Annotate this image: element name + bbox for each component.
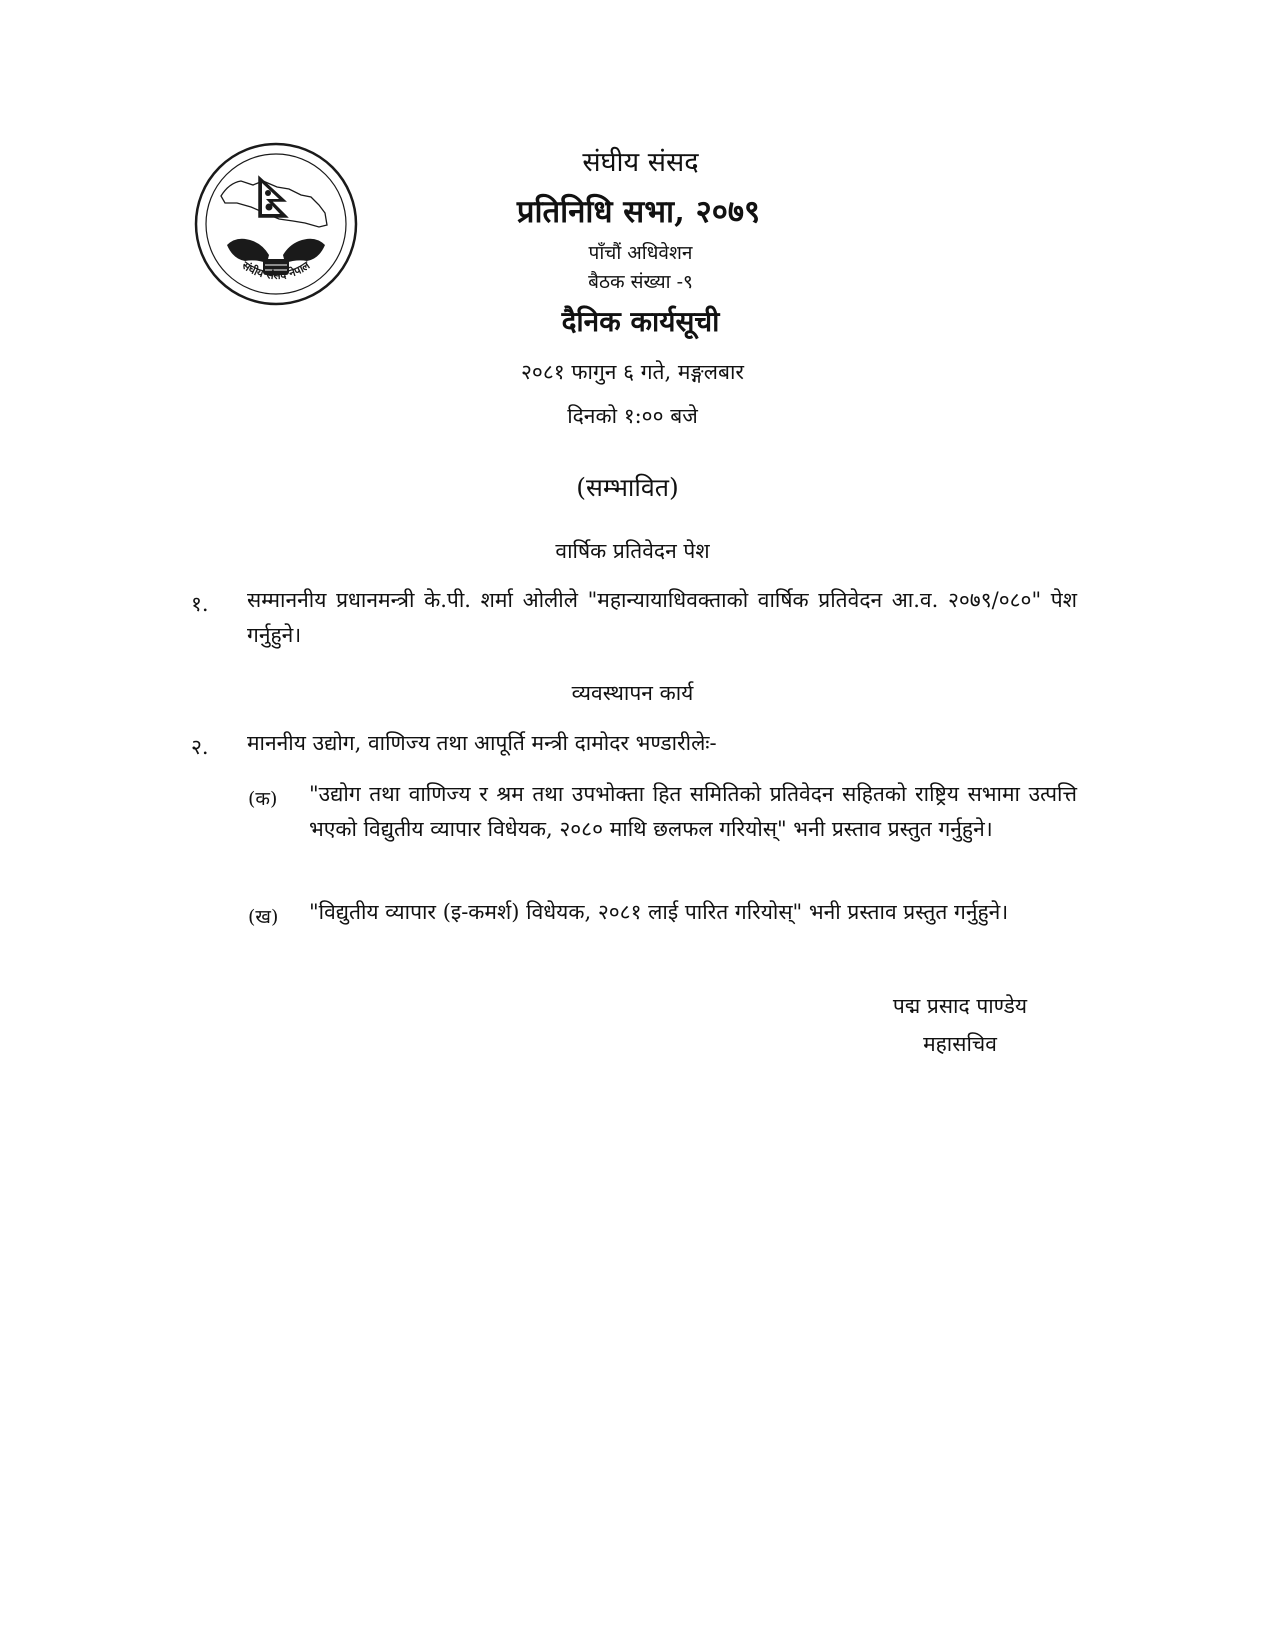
meeting-time: दिनको १:०० बजे xyxy=(567,404,698,428)
house-name: प्रतिनिधि सभा, २०७९ xyxy=(516,194,761,230)
emblem-text: संघीय संसद नेपाल xyxy=(239,258,313,282)
session-label: पाँचौं अधिवेशन xyxy=(588,242,693,264)
agenda-item-text: सम्माननीय प्रधानमन्त्री के.पी. शर्मा ओलीले "महान्यायाधिवक्ताको वार्षिक प्रतिवेदन आ.व. २०७९/०८०" पेश गर्नुहुने। xyxy=(247,588,1077,647)
agenda-item-text: माननीय उद्योग, वाणिज्य तथा आपूर्ति मन्त्री दामोदर भण्डारीलेः- xyxy=(247,731,717,755)
meeting-date: २०८१ फागुन ६ गते, मङ्गलबार xyxy=(521,360,744,384)
item-number: २. xyxy=(191,735,209,759)
meeting-number: बैठक संख्या -९ xyxy=(588,271,693,293)
item-number: १. xyxy=(191,592,209,616)
subitem-label: (ख) xyxy=(248,906,279,928)
page-title: दैनिक कार्यसूची xyxy=(561,305,720,338)
status-label: (सम्भावित) xyxy=(576,473,679,502)
section-heading: वार्षिक प्रतिवेदन पेश xyxy=(555,539,710,563)
subitem-label: (क) xyxy=(248,788,278,810)
organization-name: संघीय संसद xyxy=(582,147,699,178)
section-heading: व्यवस्थापन कार्य xyxy=(571,681,694,705)
signatory-title: महासचिव xyxy=(923,1032,997,1056)
subitem-text: "विद्युतीय व्यापार (इ-कमर्श) विधेयक, २०८१ लाई पारित गरियोस्" भनी प्रस्ताव प्रस्तुत गर्नुहुने। xyxy=(309,900,1009,924)
subitem-text: "उद्योग तथा वाणिज्य र श्रम तथा उपभोक्ता हित समितिको प्रतिवेदन सहितको राष्ट्रिय सभामा उत्पत्ति भएको विद्युतीय व्यापार विधेयक, २०८० माथि छलफल गरियोस्" भनी प्रस्ताव प्रस्तुत गर्नुहुने। xyxy=(309,782,1077,841)
signatory-name: पद्म प्रसाद पाण्डेय xyxy=(892,994,1028,1018)
